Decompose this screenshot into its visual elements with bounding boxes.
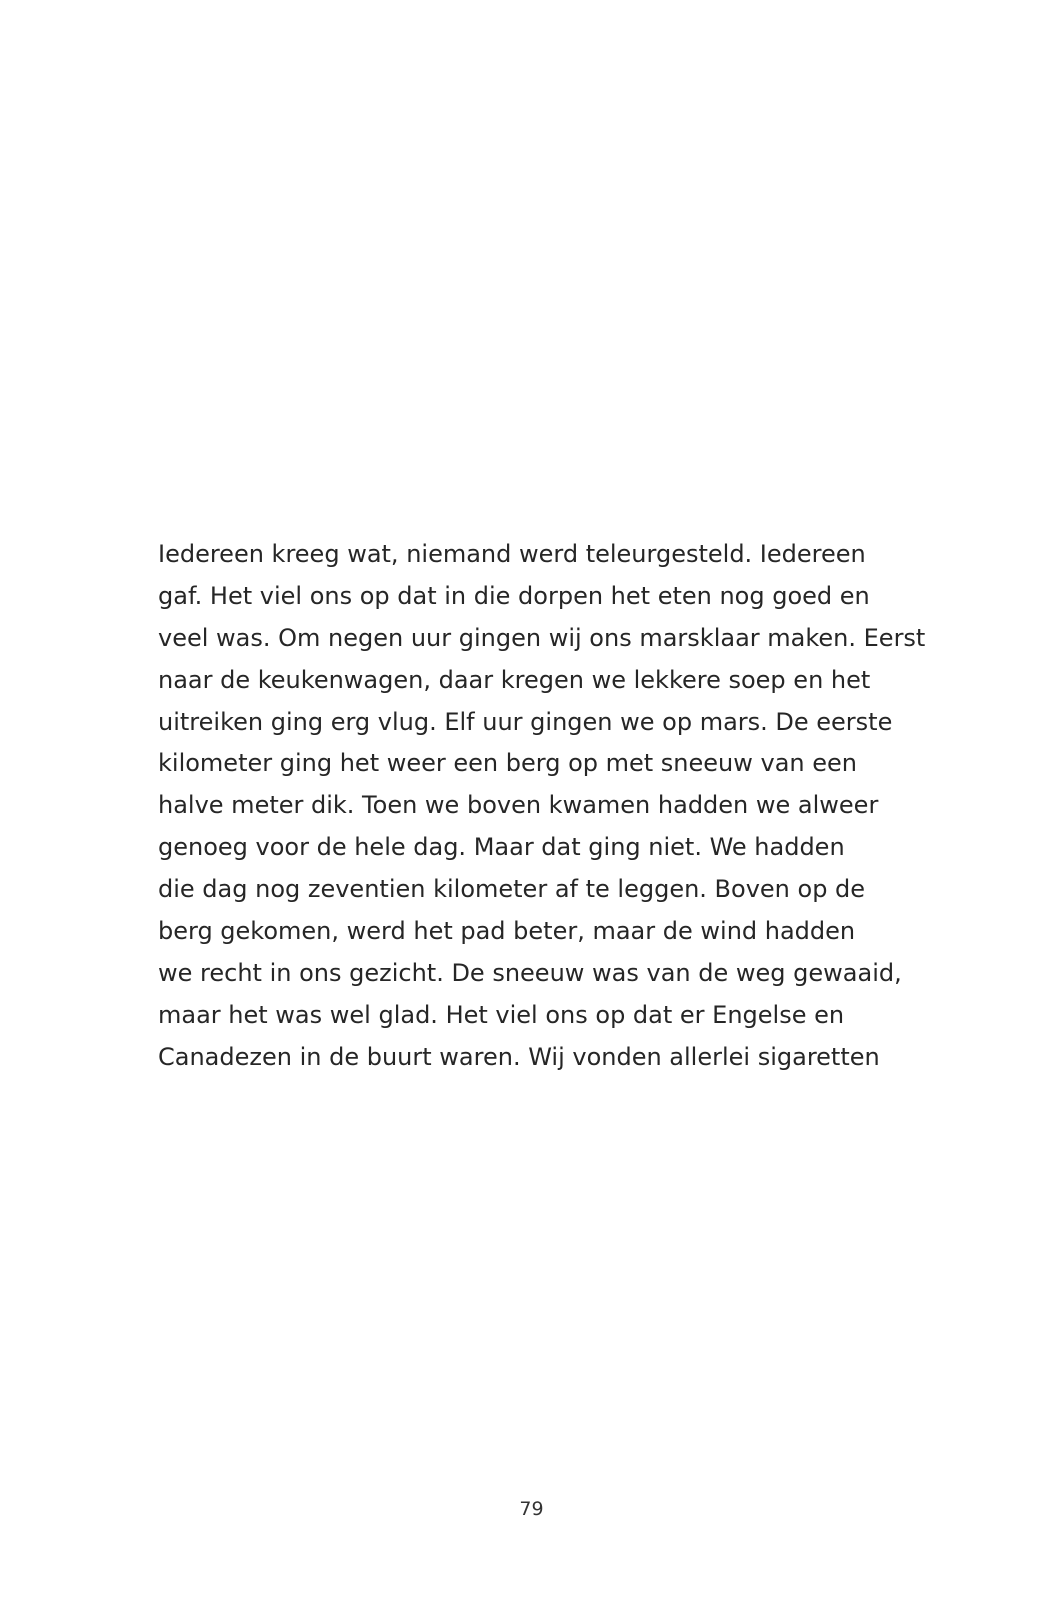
text-line: uitreiken ging erg vlug. Elf uur gingen we op mars. De eerste [158, 707, 893, 736]
text-line: naar de keukenwagen, daar kregen we lekkere soep en het [158, 665, 871, 694]
text-line: die dag nog zeventien kilometer af te leggen. Boven op de [158, 875, 866, 904]
text-line: genoeg voor de hele dag. Maar dat ging niet. We hadden [158, 833, 845, 862]
text-line: veel was. Om negen uur gingen wij ons marsklaar maken. Eerst [158, 623, 926, 652]
text-line: maar het was wel glad. Het viel ons op dat er Engelse en [158, 1000, 845, 1029]
text-line: berg gekomen, werd het pad beter, maar de wind hadden [158, 917, 856, 946]
body-text [158, 534, 958, 1079]
text-line: gaf. Het viel ons op dat in die dorpen het eten nog goed en [158, 581, 870, 610]
text-line: halve meter dik. Toen we boven kwamen hadden we alweer [158, 791, 879, 820]
text-line: we recht in ons gezicht. De sneeuw was van de weg gewaaid, [158, 958, 902, 987]
text-line: Iedereen kreeg wat, niemand werd teleurgesteld. Iedereen [158, 540, 866, 568]
text-line: kilometer ging het weer een berg op met sneeuw van een [158, 749, 857, 778]
page-number: 79 [519, 1498, 544, 1520]
text-line: Canadezen in de buurt waren. Wij vonden allerlei sigaretten [158, 1042, 880, 1071]
